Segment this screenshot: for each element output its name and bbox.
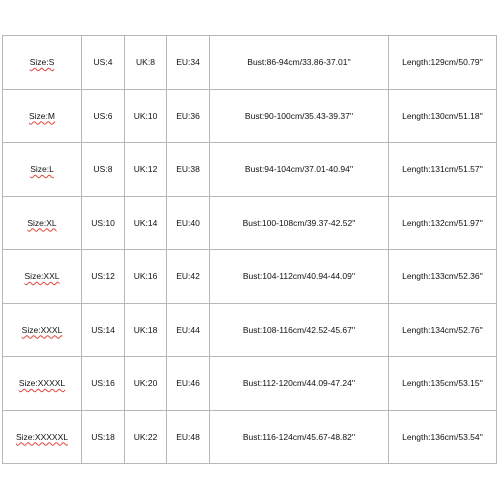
table-row [3,410,497,464]
length-cell: Length:135cm/53.15'' [389,357,497,411]
bust-cell: Bust:86-94cm/33.86-37.01'' [210,36,389,90]
us-size-cell: US:12 [82,250,125,304]
table-row [3,36,497,90]
uk-size-cell: UK:16 [125,250,167,304]
bust-cell: Bust:112-120cm/44.09-47.24'' [210,357,389,411]
bust-cell: Bust:104-112cm/40.94-44.09'' [210,250,389,304]
size-cell [3,36,82,90]
uk-size-cell: UK:18 [125,303,167,357]
bust-cell: Bust:108-116cm/42.52-45.67'' [210,303,389,357]
size-label: Size:L [30,164,54,174]
us-size-cell: US:18 [82,410,125,464]
uk-size-cell: UK:14 [125,196,167,250]
eu-size-cell: EU:42 [167,250,210,304]
table-row [3,303,497,357]
bust-cell: Bust:100-108cm/39.37-42.52'' [210,196,389,250]
table-row [3,89,497,143]
uk-size-cell: UK:8 [125,36,167,90]
size-chart-table [2,35,497,464]
length-cell: Length:131cm/51.57'' [389,143,497,197]
table-row [3,357,497,411]
size-label: Size:XXXXXL [16,431,68,442]
size-cell [3,196,82,250]
eu-size-cell: EU:34 [167,36,210,90]
size-label: Size:M [29,110,55,121]
table-row [3,143,497,197]
table-row [3,196,497,250]
length-cell: Length:129cm/50.79'' [389,36,497,90]
uk-size-cell: UK:20 [125,357,167,411]
size-label: Size:XL [27,217,57,228]
eu-size-cell: EU:38 [167,143,210,197]
us-size-cell: US:6 [82,89,125,143]
size-cell [3,89,82,143]
eu-size-cell: EU:46 [167,357,210,411]
us-size-cell: US:16 [82,357,125,411]
size-cell [3,303,82,357]
length-cell: Length:133cm/52.36'' [389,250,497,304]
size-label: Size:XXXXL [18,378,66,388]
length-cell: Length:130cm/51.18'' [389,89,497,143]
uk-size-cell: UK:12 [125,143,167,197]
size-label: Size:XXXL [21,324,63,335]
uk-size-cell: UK:10 [125,89,167,143]
eu-size-cell: EU:36 [167,89,210,143]
us-size-cell: US:4 [82,36,125,90]
size-cell [3,250,82,304]
length-cell: Length:132cm/51.97'' [389,196,497,250]
uk-size-cell: UK:22 [125,410,167,464]
length-cell: Length:134cm/52.76'' [389,303,497,357]
size-label: Size:XXL [24,271,60,281]
table-row [3,250,497,304]
size-cell [3,143,82,197]
bust-cell: Bust:116-124cm/45.67-48.82'' [210,410,389,464]
length-cell: Length:136cm/53.54'' [389,410,497,464]
bust-cell: Bust:90-100cm/35.43-39.37'' [210,89,389,143]
size-cell [3,357,82,411]
eu-size-cell: EU:40 [167,196,210,250]
bust-cell: Bust:94-104cm/37.01-40.94'' [210,143,389,197]
eu-size-cell: EU:48 [167,410,210,464]
us-size-cell: US:14 [82,303,125,357]
us-size-cell: US:10 [82,196,125,250]
size-cell [3,410,82,464]
eu-size-cell: EU:44 [167,303,210,357]
us-size-cell: US:8 [82,143,125,197]
size-label: Size:S [29,57,55,67]
